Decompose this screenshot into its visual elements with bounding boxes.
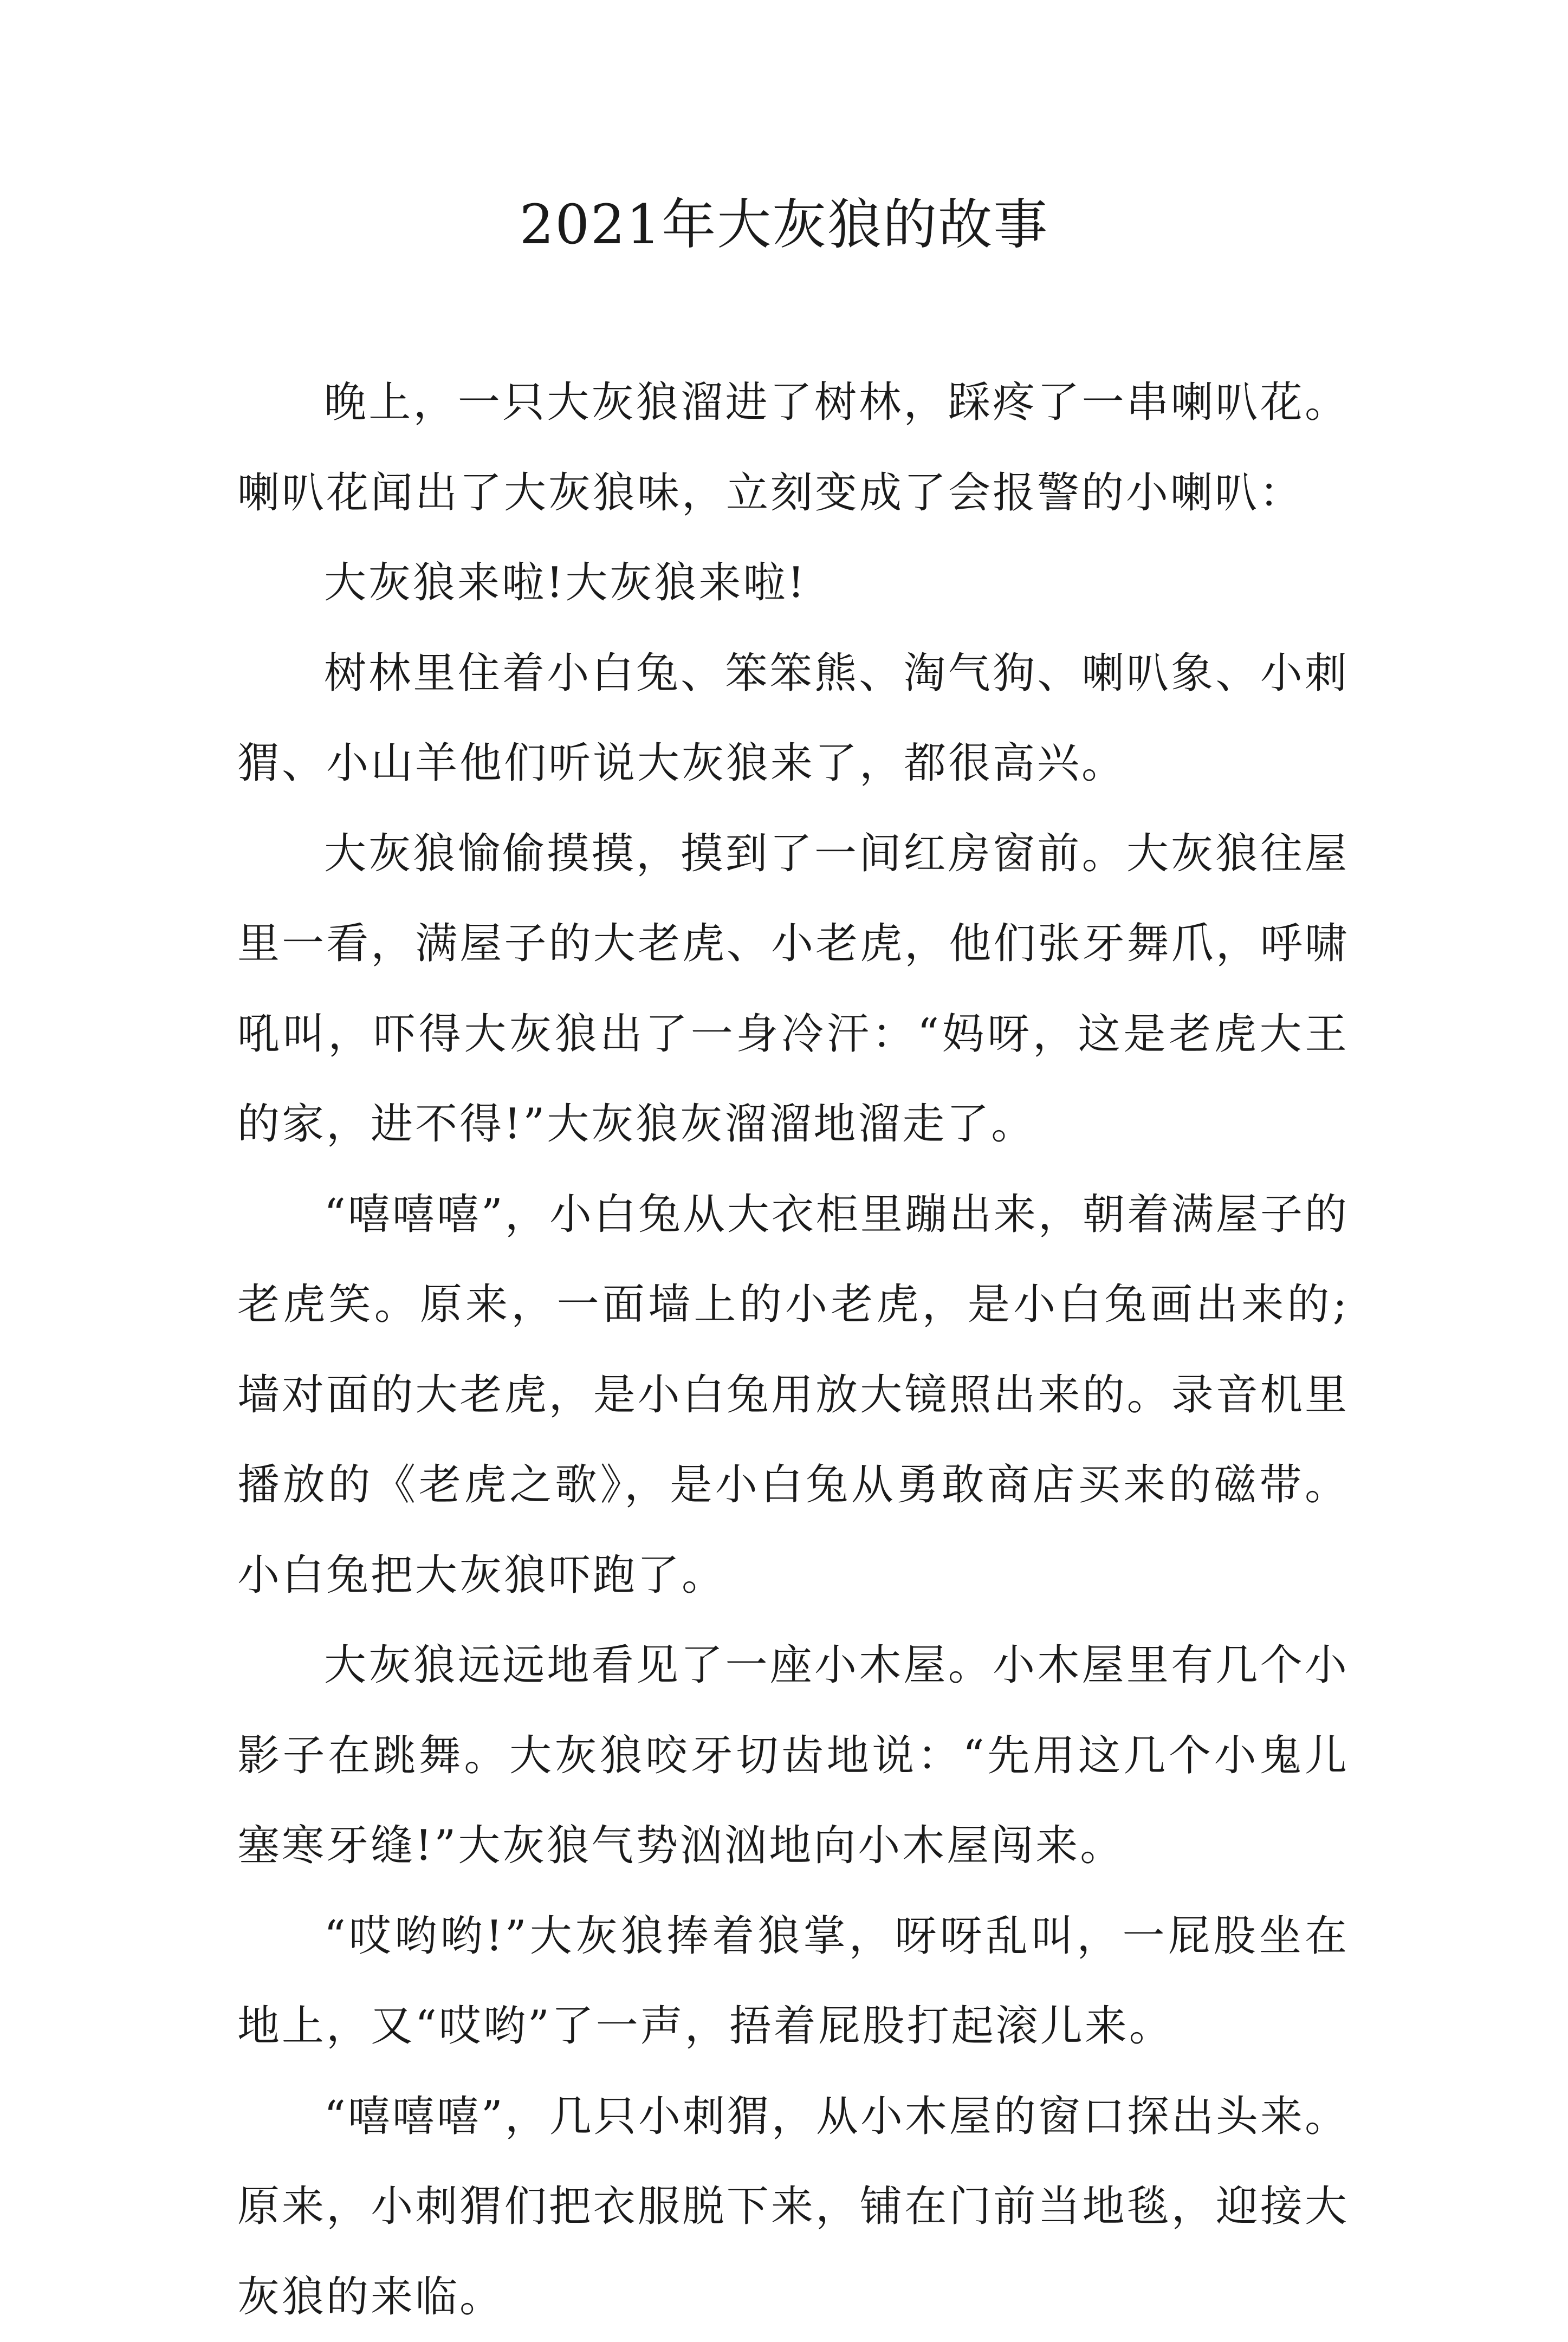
paragraph-5: “嘻嘻嘻”，小白兔从大衣柜里蹦出来，朝着满屋子的老虎笑。原来，一面墙上的小老虎，是小白兔画出来的;墙对面的大老虎，是小白兔用放大镜照出来的。录音机里播放的《老虎之歌》，是小白兔从勇敢商店买来的磁带。小白兔把大灰狼吓跑了。: [237, 1170, 1349, 1621]
document-body: [237, 358, 1349, 2342]
paragraph-1: 晚上，一只大灰狼溜进了树林，踩疼了一串喇叭花。喇叭花闻出了大灰狼味，立刻变成了会报警的小喇叭：: [237, 358, 1349, 538]
document-title: 2021年大灰狼的故事: [0, 187, 1568, 263]
paragraph-2: 大灰狼来啦!大灰狼来啦!: [237, 538, 1349, 628]
paragraph-3: 树林里住着小白兔、笨笨熊、淘气狗、喇叭象、小刺猬、小山羊他们听说大灰狼来了，都很高兴。: [237, 628, 1349, 809]
paragraph-6: 大灰狼远远地看见了一座小木屋。小木屋里有几个小影子在跳舞。大灰狼咬牙切齿地说：“先用这几个小鬼儿塞寒牙缝!”大灰狼气势汹汹地向小木屋闯来。: [237, 1620, 1349, 1891]
paragraph-4: 大灰狼愉偷摸摸，摸到了一间红房窗前。大灰狼往屋里一看，满屋子的大老虎、小老虎，他们张牙舞爪，呼啸吼叫，吓得大灰狼出了一身冷汗：“妈呀，这是老虎大王的家，进不得!”大灰狼灰溜溜地溜走了。: [237, 809, 1349, 1170]
paragraph-8: “嘻嘻嘻”，几只小刺猬，从小木屋的窗口探出头来。原来，小刺猬们把衣服脱下来，铺在门前当地毯，迎接大灰狼的来临。: [237, 2072, 1349, 2342]
paragraph-7: “哎哟哟!”大灰狼捧着狼掌，呀呀乱叫，一屁股坐在地上，又“哎哟”了一声，捂着屁股打起滚儿来。: [237, 1891, 1349, 2072]
